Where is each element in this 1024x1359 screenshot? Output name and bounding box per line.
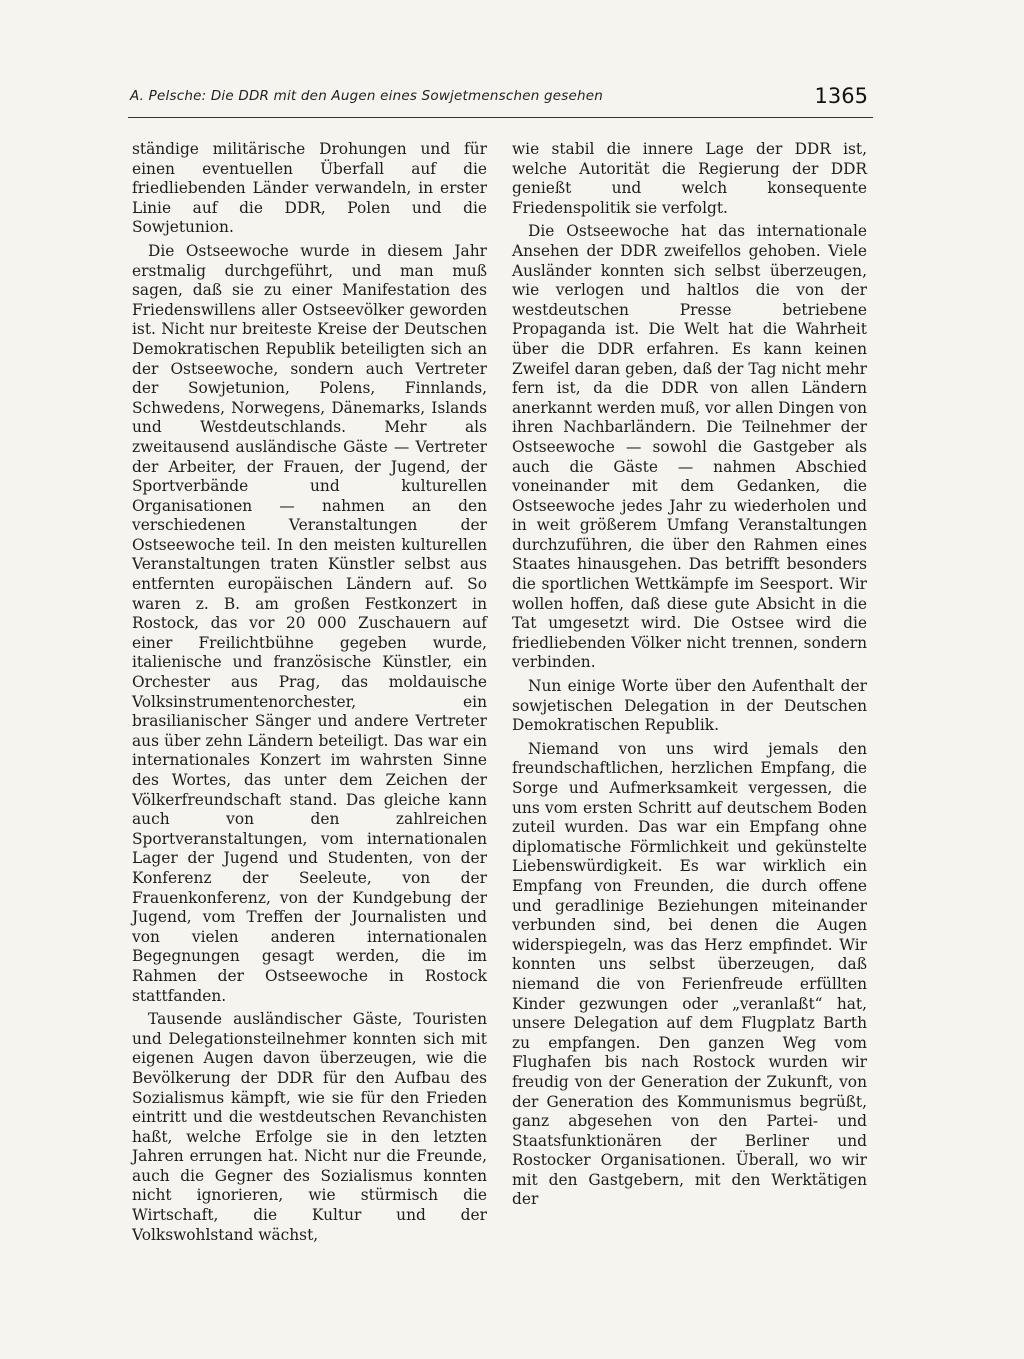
running-title: A. Pelsche: Die DDR mit den Augen eines Sowjetmenschen gesehen (130, 88, 604, 104)
right-column (512, 140, 867, 1210)
left-column (132, 140, 487, 1245)
page-number: 1365 (814, 84, 868, 108)
paragraph: wie stabil die innere Lage der DDR ist, welche Autorität die Regierung der DDR genießt und welch konsequente Friedenspolitik sie verfolgt. (512, 140, 867, 217)
paragraph: Niemand von uns wird jemals den freundschaftlichen, herzlichen Empfang, die Sorge und Aufmerksamkeit vergessen, die uns vom ersten Schritt auf deutschem Boden zuteil wurden. Das war ein Empfang ohne diplomatische Förmlichkeit und gekünstelte Liebenswürdigkeit. Es war wirklich ein Empfang von Freunden, die durch offene und geradlinige Beziehungen miteinander verbunden sind, bei denen die Augen widerspiegeln, was das Herz empfindet. Wir konnten uns selbst überzeugen, daß niemand die von Ferienfreude erfüllten Kinder gezwungen oder „veranlaßt“ hat, unsere Delegation auf dem Flugplatz Barth zu empfangen. Den ganzen Weg vom Flughafen bis nach Rostock wurden wir freudig von der Generation der Zukunft, von der Generation des Kommunismus begrüßt, ganz abgesehen von den Partei- und Staatsfunktionären der Berliner und Rostocker Organisationen. Überall, wo wir mit den Gastgebern, mit den Werktätigen der (512, 739, 867, 1209)
paragraph: ständige militärische Drohungen und für einen eventuellen Überfall auf die friedliebenden Länder verwandeln, in erster Linie auf die DDR, Polen und die Sowjetunion. (132, 140, 487, 237)
running-head (130, 84, 870, 114)
paragraph: Die Ostseewoche hat das internationale Ansehen der DDR zweifellos gehoben. Viele Ausländer konnten sich selbst überzeugen, wie verlogen und haltlos die von der westdeutschen Presse betriebene Propaganda ist. Die Welt hat die Wahrheit über die DDR erfahren. Es kann keinen Zweifel daran geben, daß der Tag nicht mehr fern ist, da die DDR von allen Ländern anerkannt werden muß, vor allen Dingen von ihren Nachbarländern. Die Teilnehmer der Ostseewoche — sowohl die Gastgeber als auch die Gäste — nahmen Abschied voneinander mit dem Gedanken, die Ostseewoche jedes Jahr zu wiederholen und in weit größerem Umfang Veranstaltungen durchzuführen, die über den Rahmen eines Staates hinausgehen. Das betrifft besonders die sportlichen Wettkämpfe im Seesport. Wir wollen hoffen, daß diese gute Absicht in die Tat umgesetzt wird. Die Ostsee wird die friedliebenden Völker nicht trennen, sondern verbinden. (512, 222, 867, 672)
paragraph: Die Ostseewoche wurde in diesem Jahr erstmalig durchgeführt, und man muß sagen, daß sie zu einer Manifestation des Friedenswillens aller Ostseevölker geworden ist. Nicht nur breiteste Kreise der Deutschen Demokratischen Republik beteiligten sich an der Ostseewoche, sondern auch Vertreter der Sowjetunion, Polens, Finnlands, Schwedens, Norwegens, Dänemarks, Islands und Westdeutschlands. Mehr als zweitausend ausländische Gäste — Vertreter der Arbeiter, der Frauen, der Jugend, der Sportverbände und kulturellen Organisationen — nahmen an den verschiedenen Veranstaltungen der Ostseewoche teil. In den meisten kulturellen Veranstaltungen traten Künstler selbst aus entfernten europäischen Ländern auf. So waren z. B. am großen Festkonzert in Rostock, das vor 20 000 Zuschauern auf einer Freilichtbühne gegeben wurde, italienische und französische Künstler, ein Orchester aus Prag, das moldauische Volksinstrumentenorchester, ein brasilianischer Sänger und andere Vertreter aus über zehn Ländern beteiligt. Das war ein internationales Konzert im wahrsten Sinne des Wortes, das unter dem Zeichen der Völkerfreundschaft stand. Das gleiche kann auch von den zahlreichen Sportveranstaltungen, vom internationalen Lager der Jugend und Studenten, von der Konferenz der Seeleute, von der Frauenkonferenz, von der Kundgebung der Jugend, vom Treffen der Journalisten und von vielen anderen internationalen Begegnungen gesagt werden, die im Rahmen der Ostseewoche in Rostock stattfanden. (132, 241, 487, 1005)
paragraph: Nun einige Worte über den Aufenthalt der sowjetischen Delegation in der Deutschen Demokratischen Republik. (512, 677, 867, 735)
header-rule (128, 117, 873, 118)
paragraph: Tausende ausländischer Gäste, Touristen und Delegationsteilnehmer konnten sich mit eigenen Augen davon überzeugen, wie die Bevölkerung der DDR für den Aufbau des Sozialismus kämpft, wie sie für den Frieden eintritt und die westdeutschen Revanchisten haßt, welche Erfolge sie in den letzten Jahren errungen hat. Nicht nur die Freunde, auch die Gegner des Sozialismus konnten nicht ignorieren, wie stürmisch die Wirtschaft, die Kultur und der Volkswohlstand wächst, (132, 1010, 487, 1244)
